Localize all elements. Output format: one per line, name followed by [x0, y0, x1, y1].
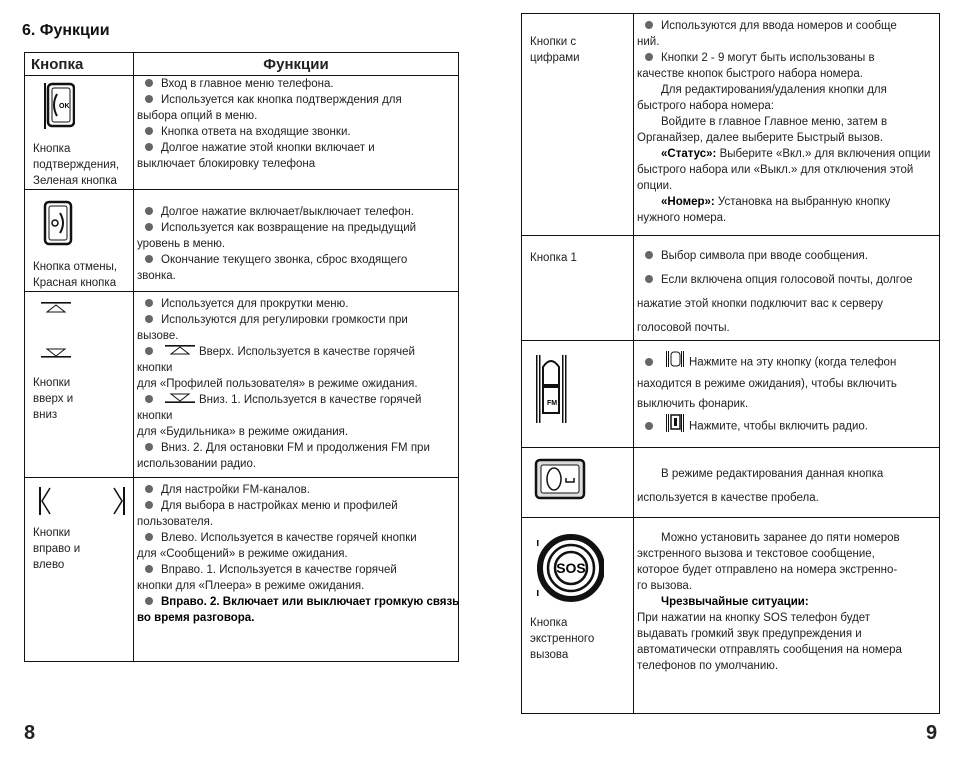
- bullet-icon: [145, 315, 153, 323]
- power-end-button-icon: [33, 196, 133, 251]
- function-text: голосовой почты.: [637, 322, 730, 334]
- function-line: [137, 408, 458, 424]
- function-line: [137, 312, 458, 328]
- function-line: [137, 376, 458, 392]
- function-line: [137, 204, 458, 220]
- bullet-icon: [145, 207, 153, 215]
- function-line: [637, 642, 939, 658]
- bullet-icon: [145, 95, 153, 103]
- function-line: [637, 18, 939, 34]
- function-text: Используется как возвращение на предыдущий: [161, 222, 417, 234]
- function-line: [637, 130, 939, 146]
- function-cell: [134, 478, 459, 662]
- function-line: [637, 578, 939, 594]
- function-line: [137, 360, 458, 376]
- function-text: Можно установить заранее до пяти номеров: [661, 532, 900, 544]
- function-text: В режиме редактирования данная кнопка: [661, 468, 884, 480]
- keyword: «Номер»:: [661, 196, 715, 208]
- function-text: Нажмите на эту кнопку (когда телефон: [689, 356, 897, 369]
- button-label-line: Кнопки: [33, 527, 71, 539]
- function-text: Чрезвычайные ситуации:: [661, 596, 809, 608]
- function-text: Долгое нажатие этой кнопки включает и: [161, 142, 375, 154]
- svg-text:SOS: SOS: [556, 560, 586, 576]
- function-text: вызове.: [137, 330, 179, 342]
- left-right-arrow-icon: [33, 482, 133, 521]
- function-text: выбора опций в меню.: [137, 110, 258, 122]
- function-line: [637, 194, 939, 210]
- function-line: [637, 486, 939, 510]
- function-line: [137, 424, 458, 440]
- function-line: [137, 344, 458, 360]
- button-label-line: Кнопка 1: [530, 252, 577, 264]
- function-text: находится в режиме ожидания), чтобы включить: [637, 378, 897, 390]
- bullet-icon: [145, 443, 153, 451]
- bullet-icon: [145, 255, 153, 263]
- function-text: Кнопка ответа на входящие звонки.: [161, 126, 351, 138]
- function-text: телефонов по умолчанию.: [637, 660, 779, 672]
- header-functions: Функции: [134, 53, 459, 76]
- bullet-icon: [645, 422, 653, 430]
- function-line: [137, 456, 458, 472]
- function-text: кнопки: [137, 410, 173, 423]
- button-cell: [25, 190, 134, 292]
- button-cell: [522, 14, 634, 236]
- function-text: быстрого набора номера:: [637, 100, 774, 112]
- table-row: [25, 76, 459, 190]
- function-line: [137, 236, 458, 252]
- function-line: [137, 268, 458, 284]
- function-cell: [634, 518, 940, 714]
- function-cell: [634, 341, 940, 448]
- page-number-right: 9: [926, 722, 938, 744]
- bullet-icon: [645, 53, 653, 61]
- function-text: Используются для ввода номеров и сообще: [661, 20, 897, 32]
- function-line: [637, 462, 939, 486]
- function-text: кнопки для «Плеера» в режиме ожидания.: [137, 580, 365, 592]
- header-button: Кнопка: [25, 53, 134, 76]
- bullet-icon: [145, 127, 153, 135]
- function-line: [637, 610, 939, 626]
- function-line: [637, 66, 939, 82]
- button-cell: [522, 518, 634, 714]
- function-text: использовании радио.: [137, 458, 257, 471]
- function-text: пользователя.: [137, 516, 214, 528]
- button-label-line: Зеленая кнопка: [33, 175, 117, 187]
- function-line: [637, 146, 939, 162]
- function-line: [137, 562, 458, 578]
- function-line: [637, 34, 939, 50]
- button-label-line: подтверждения,: [33, 159, 120, 171]
- function-text: выключает блокировку телефона: [137, 158, 316, 170]
- function-text: уровень в меню.: [137, 238, 226, 250]
- function-line: [637, 530, 939, 546]
- button-label-line: Кнопка: [33, 143, 71, 155]
- fm-button-icon: [665, 414, 685, 439]
- bullet-icon: [145, 299, 153, 307]
- button-cell: [25, 76, 134, 190]
- flashlight-button-icon: [665, 351, 685, 374]
- table-row: [522, 341, 940, 448]
- function-line: [137, 92, 458, 108]
- function-line: [637, 546, 939, 562]
- function-line: [137, 156, 458, 172]
- function-line: [137, 546, 458, 562]
- button-label-line: вниз: [33, 409, 58, 421]
- bullet-icon: [645, 358, 653, 366]
- button-label-line: Кнопки: [33, 377, 71, 389]
- function-line: [637, 114, 939, 130]
- function-text: Долгое нажатие включает/выключает телефон.: [161, 206, 414, 218]
- function-text: Вход в главное меню телефона.: [161, 78, 334, 90]
- function-cell: [634, 448, 940, 518]
- function-text: для «Будильника» в режиме ожидания.: [137, 426, 349, 439]
- table-row: [25, 190, 459, 292]
- function-text: используется в качестве пробела.: [637, 492, 819, 504]
- up-down-arrow-icon: [33, 296, 133, 375]
- function-line: [137, 124, 458, 140]
- function-text: выдавать громкий звук предупреждения и: [637, 628, 862, 640]
- function-text: Для выбора в настройках меню и профилей: [161, 500, 398, 512]
- function-line: [637, 626, 939, 642]
- function-text: Для настройки FM-каналов.: [161, 484, 310, 496]
- function-text: Вверх. Используется в качестве горячей: [199, 346, 415, 359]
- bullet-icon: [145, 143, 153, 151]
- function-text: Используется как кнопка подтверждения для: [161, 94, 402, 106]
- button-label-line: экстренного: [530, 633, 595, 645]
- function-text: которое будет отправлено на номера экстренно-: [637, 564, 898, 576]
- function-text: Выберите «Вкл.» для включения опции: [716, 148, 931, 160]
- table-row: [522, 14, 940, 236]
- function-line: [137, 252, 458, 268]
- function-text: качестве кнопок быстрого набора номера.: [637, 68, 863, 80]
- button-label-line: Кнопка: [530, 617, 568, 629]
- function-text: кнопки: [137, 362, 173, 375]
- function-line: [137, 220, 458, 236]
- function-text: экстренного вызова и текстовое сообщение,: [637, 548, 875, 560]
- button-cell: [522, 448, 634, 518]
- function-text: во время разговора.: [137, 612, 255, 624]
- function-line: [137, 610, 458, 626]
- function-line: [637, 244, 939, 268]
- function-line: [637, 414, 939, 439]
- function-line: [637, 210, 939, 226]
- button-cell: [522, 341, 634, 448]
- function-text: нужного номера.: [637, 212, 727, 224]
- table-row: [25, 478, 459, 662]
- function-text: Вправо. 2. Включает или выключает громкую связь: [161, 596, 460, 608]
- function-line: [137, 440, 458, 456]
- button-label-line: влево: [33, 559, 65, 571]
- bullet-icon: [145, 347, 153, 355]
- function-text: для «Профилей пользователя» в режиме ожидания.: [137, 378, 418, 391]
- function-text: Вниз. 2. Для остановки FM и продолжения FM при: [161, 442, 430, 455]
- flashlight-fm-button-icon: [530, 349, 633, 430]
- function-cell: [134, 76, 459, 190]
- function-text: Влево. Используется в качестве горячей кнопки: [161, 532, 417, 544]
- function-line: [637, 268, 939, 292]
- bullet-icon: [145, 533, 153, 541]
- function-cell: [634, 14, 940, 236]
- functions-table-right: [521, 13, 940, 714]
- down-arrow-icon: [165, 392, 195, 408]
- function-line: [637, 292, 939, 316]
- function-line: [637, 98, 939, 114]
- function-text: для «Сообщений» в режиме ожидания.: [137, 548, 348, 560]
- bullet-icon: [145, 79, 153, 87]
- function-cell: [134, 190, 459, 292]
- button-label-line: вверх и: [33, 393, 74, 405]
- button-label-line: вызова: [530, 649, 569, 661]
- page-number-left: 8: [24, 722, 36, 744]
- button-label-line: Кнопки с: [530, 36, 577, 48]
- bullet-icon: [645, 275, 653, 283]
- function-line: [137, 530, 458, 546]
- bullet-icon: [145, 565, 153, 573]
- function-line: [637, 82, 939, 98]
- function-text: выключить фонарик.: [637, 398, 749, 410]
- svg-text:OK: OK: [59, 103, 70, 110]
- function-line: [637, 658, 939, 674]
- function-line: [137, 578, 458, 594]
- function-line: [637, 50, 939, 66]
- function-text: Вниз. 1. Используется в качестве горячей: [199, 394, 422, 407]
- table-row: [25, 292, 459, 478]
- bullet-icon: [145, 395, 153, 403]
- button-label-line: Кнопка отмены,: [33, 261, 118, 273]
- function-line: [137, 514, 458, 530]
- functions-table-left: [24, 52, 459, 662]
- bullet-icon: [645, 21, 653, 29]
- function-text: нажатие этой кнопки подключит вас к серверу: [637, 298, 883, 310]
- button-cell: [25, 478, 134, 662]
- function-text: Органайзер, далее выберите Быстрый вызов.: [637, 132, 884, 144]
- function-text: При нажатии на кнопку SOS телефон будет: [637, 612, 871, 624]
- function-line: [637, 374, 939, 394]
- function-line: [637, 316, 939, 340]
- function-text: Войдите в главное Главное меню, затем в: [661, 116, 888, 128]
- function-line: [637, 178, 939, 194]
- button-cell: [522, 236, 634, 341]
- function-text: автоматически отправлять сообщения на номера: [637, 644, 902, 656]
- ok-call-button-icon: [33, 78, 133, 135]
- table-row: [522, 518, 940, 714]
- function-text: Кнопки 2 - 9 могут быть использованы в: [661, 52, 875, 64]
- function-line: [137, 140, 458, 156]
- keyword: «Статус»:: [661, 148, 717, 160]
- bullet-icon: [145, 223, 153, 231]
- function-text: ний.: [637, 36, 660, 48]
- function-text: опции.: [637, 180, 673, 192]
- space-key-icon: [530, 454, 633, 505]
- function-line: [137, 108, 458, 124]
- bullet-icon: [645, 251, 653, 259]
- function-cell: [634, 236, 940, 341]
- button-cell: [25, 292, 134, 478]
- function-text: Окончание текущего звонка, сброс входящего: [161, 254, 408, 266]
- button-label-line: Красная кнопка: [33, 277, 117, 289]
- function-text: Используются для регулировки громкости при: [161, 314, 408, 326]
- function-line: [137, 328, 458, 344]
- section-title: 6. Функции: [22, 22, 110, 39]
- function-line: [137, 482, 458, 498]
- function-text: Нажмите, чтобы включить радио.: [689, 420, 868, 433]
- function-line: [137, 296, 458, 312]
- bullet-icon: [145, 597, 153, 605]
- function-text: Используется для прокрутки меню.: [161, 298, 349, 310]
- function-text: Выбор символа при вводе сообщения.: [661, 250, 868, 262]
- function-line: [137, 392, 458, 408]
- function-line: [137, 498, 458, 514]
- bullet-icon: [145, 485, 153, 493]
- svg-text:FM: FM: [547, 400, 558, 407]
- table-row: [522, 236, 940, 341]
- function-text: го вызова.: [637, 580, 693, 592]
- up-arrow-icon: [165, 344, 195, 360]
- function-text: Если включена опция голосовой почты, долгое: [661, 274, 913, 286]
- function-line: [137, 594, 458, 610]
- button-label-line: вправо и: [33, 543, 81, 555]
- function-text: звонка.: [137, 270, 176, 282]
- function-line: [637, 562, 939, 578]
- function-line: [137, 76, 458, 92]
- function-text: Для редактирования/удаления кнопки для: [661, 84, 887, 96]
- function-cell: [134, 292, 459, 478]
- function-line: [637, 594, 939, 610]
- bullet-icon: [145, 501, 153, 509]
- function-line: [637, 351, 939, 374]
- function-text: Вправо. 1. Используется в качестве горячей: [161, 564, 397, 576]
- button-label-line: цифрами: [530, 52, 580, 64]
- table-row: [522, 448, 940, 518]
- sos-button-icon: [530, 524, 633, 613]
- function-text: Установка на выбранную кнопку: [714, 196, 891, 208]
- function-text: быстрого набора или «Выкл.» для отключения этой: [637, 164, 914, 176]
- function-line: [637, 394, 939, 414]
- function-line: [637, 162, 939, 178]
